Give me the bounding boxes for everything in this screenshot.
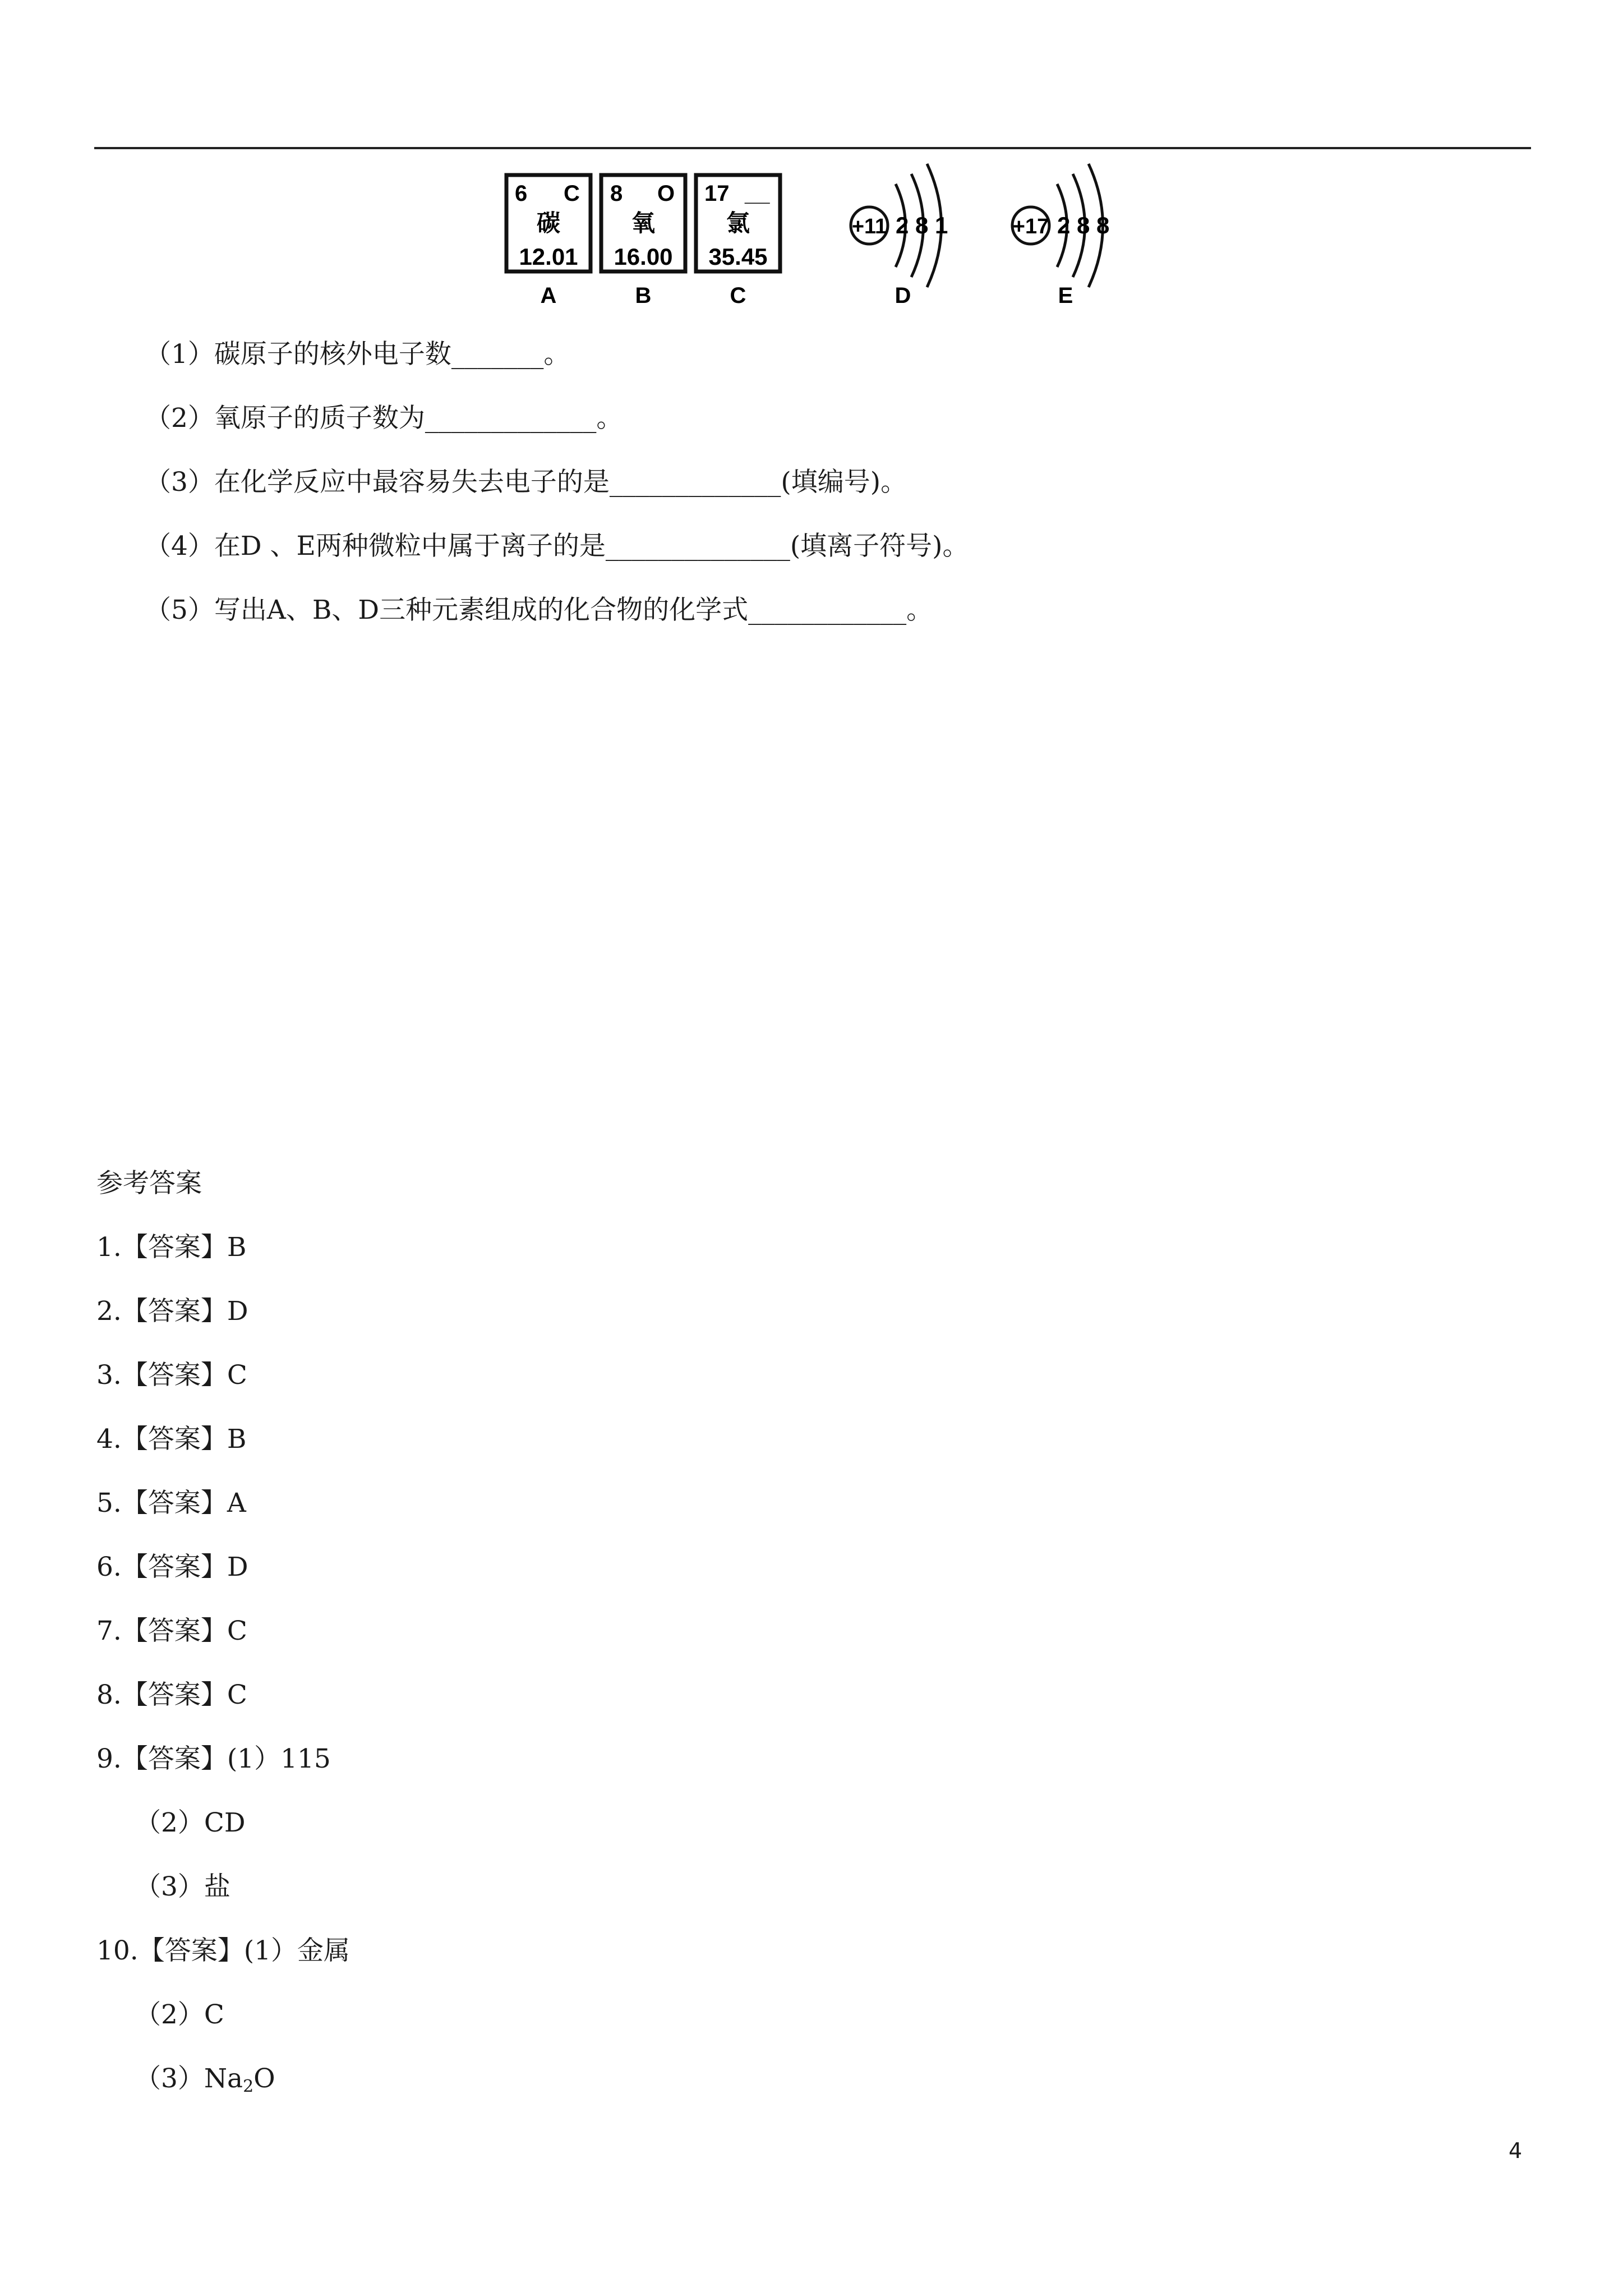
- label-d: D: [895, 283, 911, 308]
- label-a: A: [540, 283, 557, 308]
- card-c-number: 17: [704, 181, 730, 206]
- card-a-mass: 12.01: [519, 243, 578, 270]
- card-c-mass: 35.45: [708, 243, 768, 270]
- answer-4: 4.【答案】B: [96, 1424, 247, 1455]
- element-figure: [0, 0, 1623, 314]
- answer-5: 5.【答案】A: [96, 1488, 246, 1519]
- element-card-a: [506, 175, 591, 308]
- figure-svg: [0, 0, 1623, 314]
- card-c-name: 氯: [726, 209, 750, 237]
- structure-d-nucleus: +11: [851, 215, 887, 238]
- answer-2: 2.【答案】D: [96, 1296, 248, 1327]
- question-2: （2）氧原子的质子数为_____________。: [145, 403, 623, 434]
- question-4: （4）在D 、E两种微粒中属于离子的是______________(填离子符号)。: [145, 531, 969, 562]
- card-c-symbol: __: [745, 181, 770, 206]
- answer-10-part-3: [135, 2062, 275, 2104]
- element-card-c: [696, 175, 780, 308]
- label-c: C: [730, 283, 746, 308]
- atom-structure-e: [1012, 164, 1109, 308]
- structure-e-nucleus: +17: [1012, 215, 1049, 238]
- answer-10-part-3-prefix: （3）Na: [135, 2063, 243, 2094]
- answer-8: 8.【答案】C: [96, 1680, 247, 1710]
- element-card-b: [601, 175, 685, 308]
- label-e: E: [1058, 283, 1073, 308]
- card-b-number: 8: [610, 181, 623, 206]
- card-b-symbol: O: [657, 181, 675, 206]
- question-3: （3）在化学反应中最容易失去电子的是_____________(填编号)。: [145, 467, 907, 498]
- answers-title: 参考答案: [96, 1168, 202, 1199]
- answer-7: 7.【答案】C: [96, 1616, 247, 1646]
- card-b-mass: 16.00: [614, 243, 673, 270]
- card-a-name: 碳: [536, 209, 561, 237]
- answer-9-part-2: （2）CD: [135, 1807, 246, 1838]
- atom-structure-d: [851, 164, 948, 308]
- structure-e-shells: 2 8 8: [1057, 212, 1110, 238]
- card-a-symbol: C: [564, 181, 580, 206]
- answer-10-part-3-subscript: 2: [243, 2077, 254, 2096]
- label-b: B: [635, 283, 652, 308]
- answer-9: 9.【答案】(1）115: [96, 1743, 331, 1774]
- card-a-number: 6: [515, 181, 528, 206]
- structure-d-shells: 2 8 1: [896, 212, 948, 238]
- question-1: （1）碳原子的核外电子数_______。: [145, 339, 570, 370]
- question-5: （5）写出A、B、D三种元素组成的化合物的化学式____________。: [145, 595, 933, 625]
- answer-10-part-3-suffix: O: [253, 2063, 275, 2094]
- answer-3: 3.【答案】C: [96, 1360, 247, 1391]
- answer-10-part-2: （2）C: [135, 1999, 224, 2030]
- card-b-name: 氧: [631, 209, 656, 237]
- answer-9-part-3: （3）盐: [135, 1871, 230, 1902]
- page-number: 4: [1509, 2138, 1523, 2163]
- answer-10: 10.【答案】(1）金属: [96, 1935, 350, 1966]
- answer-6: 6.【答案】D: [96, 1552, 248, 1582]
- answer-1: 1.【答案】B: [96, 1232, 247, 1263]
